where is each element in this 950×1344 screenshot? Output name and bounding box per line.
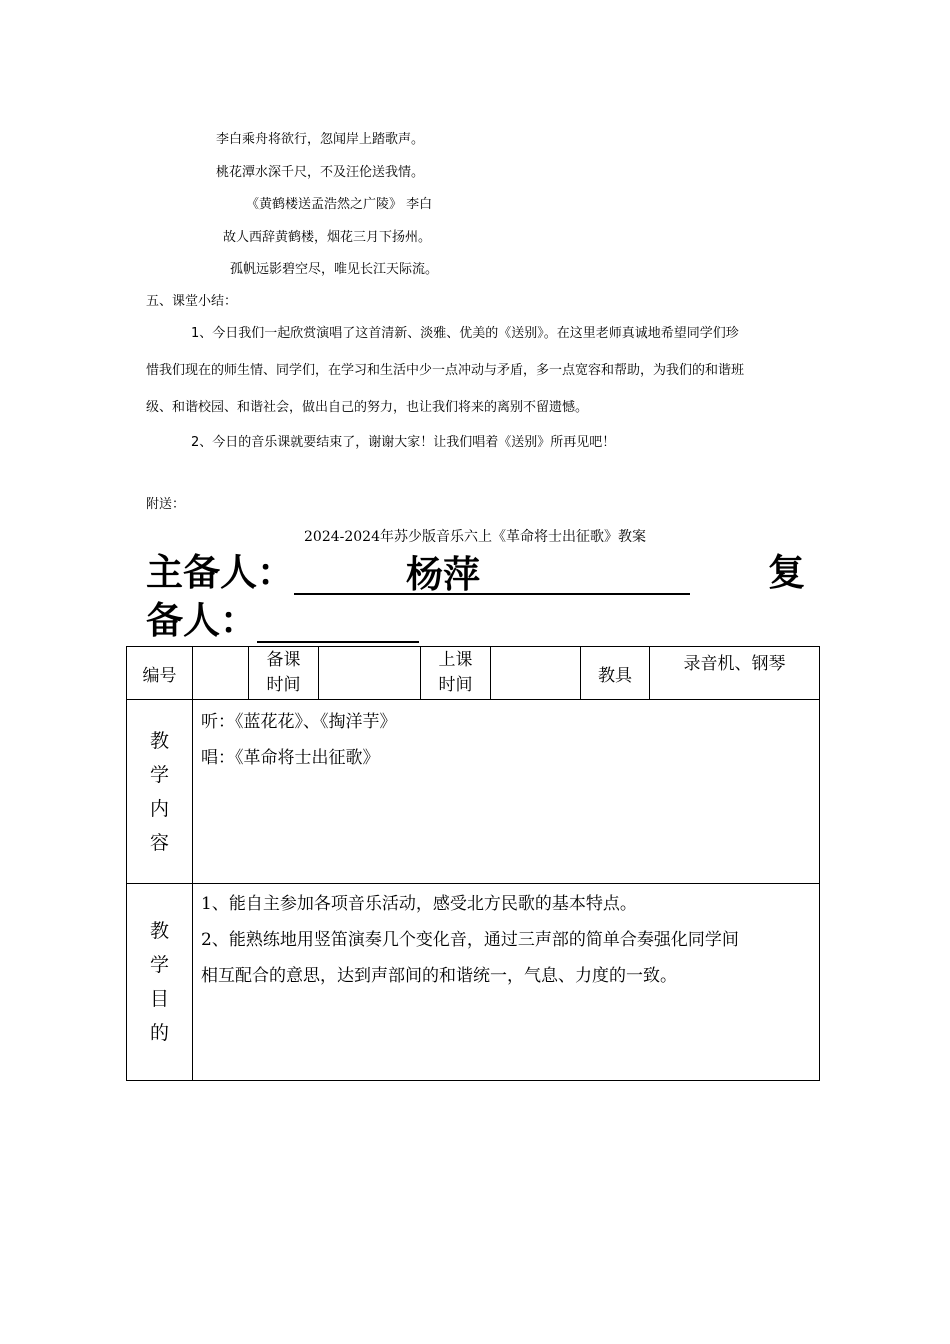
class-time-label-line1: 上课 [438,650,473,670]
summary-p1-line2: 惜我们现在的师生情、同学们，在学习和生活中少一点冲动与矛盾，多一点宽容和帮助，为我们的和谐班 [146,363,745,378]
co-preparer-underline [257,601,419,643]
poem-line-4: 孤帆远影碧空尽，唯见长江天际流。 [230,262,439,277]
goal-1: 1、能自主参加各项音乐活动，感受北方民歌的基本特点。 [201,894,637,914]
content-row-body [193,700,820,884]
goal-row [127,884,820,1081]
poem-line-2: 桃花潭水深千尺，不及汪伦送我情。 [216,165,425,180]
sing-items: 唱：《革命将士出征歌》 [201,748,380,768]
lesson-plan-subtitle: 2024-2024年苏少版音乐六上《革命将士出征歌》教案 [304,529,646,545]
goal-label-char-3: 目 [149,988,169,1010]
class-time-value [491,647,581,700]
summary-p1-line3: 级、和谐校园、和谐社会，做出自己的努力，也让我们将来的离别不留遗憾。 [146,400,589,415]
number-value [193,647,249,700]
summary-p1-line1: 1、今日我们一起欣赏演唱了这首清新、淡雅、优美的《送别》。在这里老师真诚地希望同学们珍 [191,326,739,341]
poem-title-2: 《黄鹤楼送孟浩然之广陵》 李白 [246,197,433,212]
tools-label: 教具 [581,647,650,700]
header-row [127,647,820,700]
class-time-label [421,647,491,700]
prep-time-label-line1: 备课 [266,650,301,670]
goal-2-line-1: 2、能熟练地用竖笛演奏几个变化音，通过三声部的简单合奏强化同学间 [201,930,739,950]
main-preparer [146,551,690,595]
co-preparer [146,599,419,643]
content-label-char-3: 内 [149,797,169,820]
co-preparer-label-part1: 复 [768,551,805,594]
main-preparer-name: 杨萍 [406,553,480,596]
goal-label-char-2: 学 [149,954,169,976]
appendix-label: 附送： [146,497,186,512]
goal-label-char-4: 的 [149,1022,169,1044]
summary-p2: 2、今日的音乐课就要结束了，谢谢大家！让我们唱着《送别》所再见吧！ [191,435,616,450]
content-row-label [127,700,193,884]
content-label-char-2: 学 [149,763,169,786]
main-preparer-underline [294,553,690,595]
lesson-plan-table [126,646,820,1081]
prep-time-value [319,647,421,700]
goal-2-line-2: 相互配合的意思，达到声部间的和谐统一，气息、力度的一致。 [201,966,677,986]
goal-row-label [127,884,193,1081]
prep-time-label [249,647,319,700]
poem-line-3: 故人西辞黄鹤楼，烟花三月下扬州。 [223,230,432,245]
content-label-char-4: 容 [149,831,169,854]
content-row [127,700,820,884]
prep-time-label-line2: 时间 [266,675,301,695]
class-time-label-line2: 时间 [438,675,473,695]
goal-row-body [193,884,820,1081]
content-label-char-1: 教 [149,729,169,752]
summary-heading: 五、课堂小结： [146,294,238,309]
number-label: 编号 [127,647,193,700]
co-preparer-label: 备人： [146,599,257,642]
tools-value: 录音机、钢琴 [650,647,820,700]
listen-items: 听：《蓝花花》、《掏洋芋》 [201,712,397,732]
goal-label-char-1: 教 [149,920,169,942]
poem-line-1: 李白乘舟将欲行，忽闻岸上踏歌声。 [216,132,425,147]
main-preparer-label: 主备人： [146,551,294,594]
